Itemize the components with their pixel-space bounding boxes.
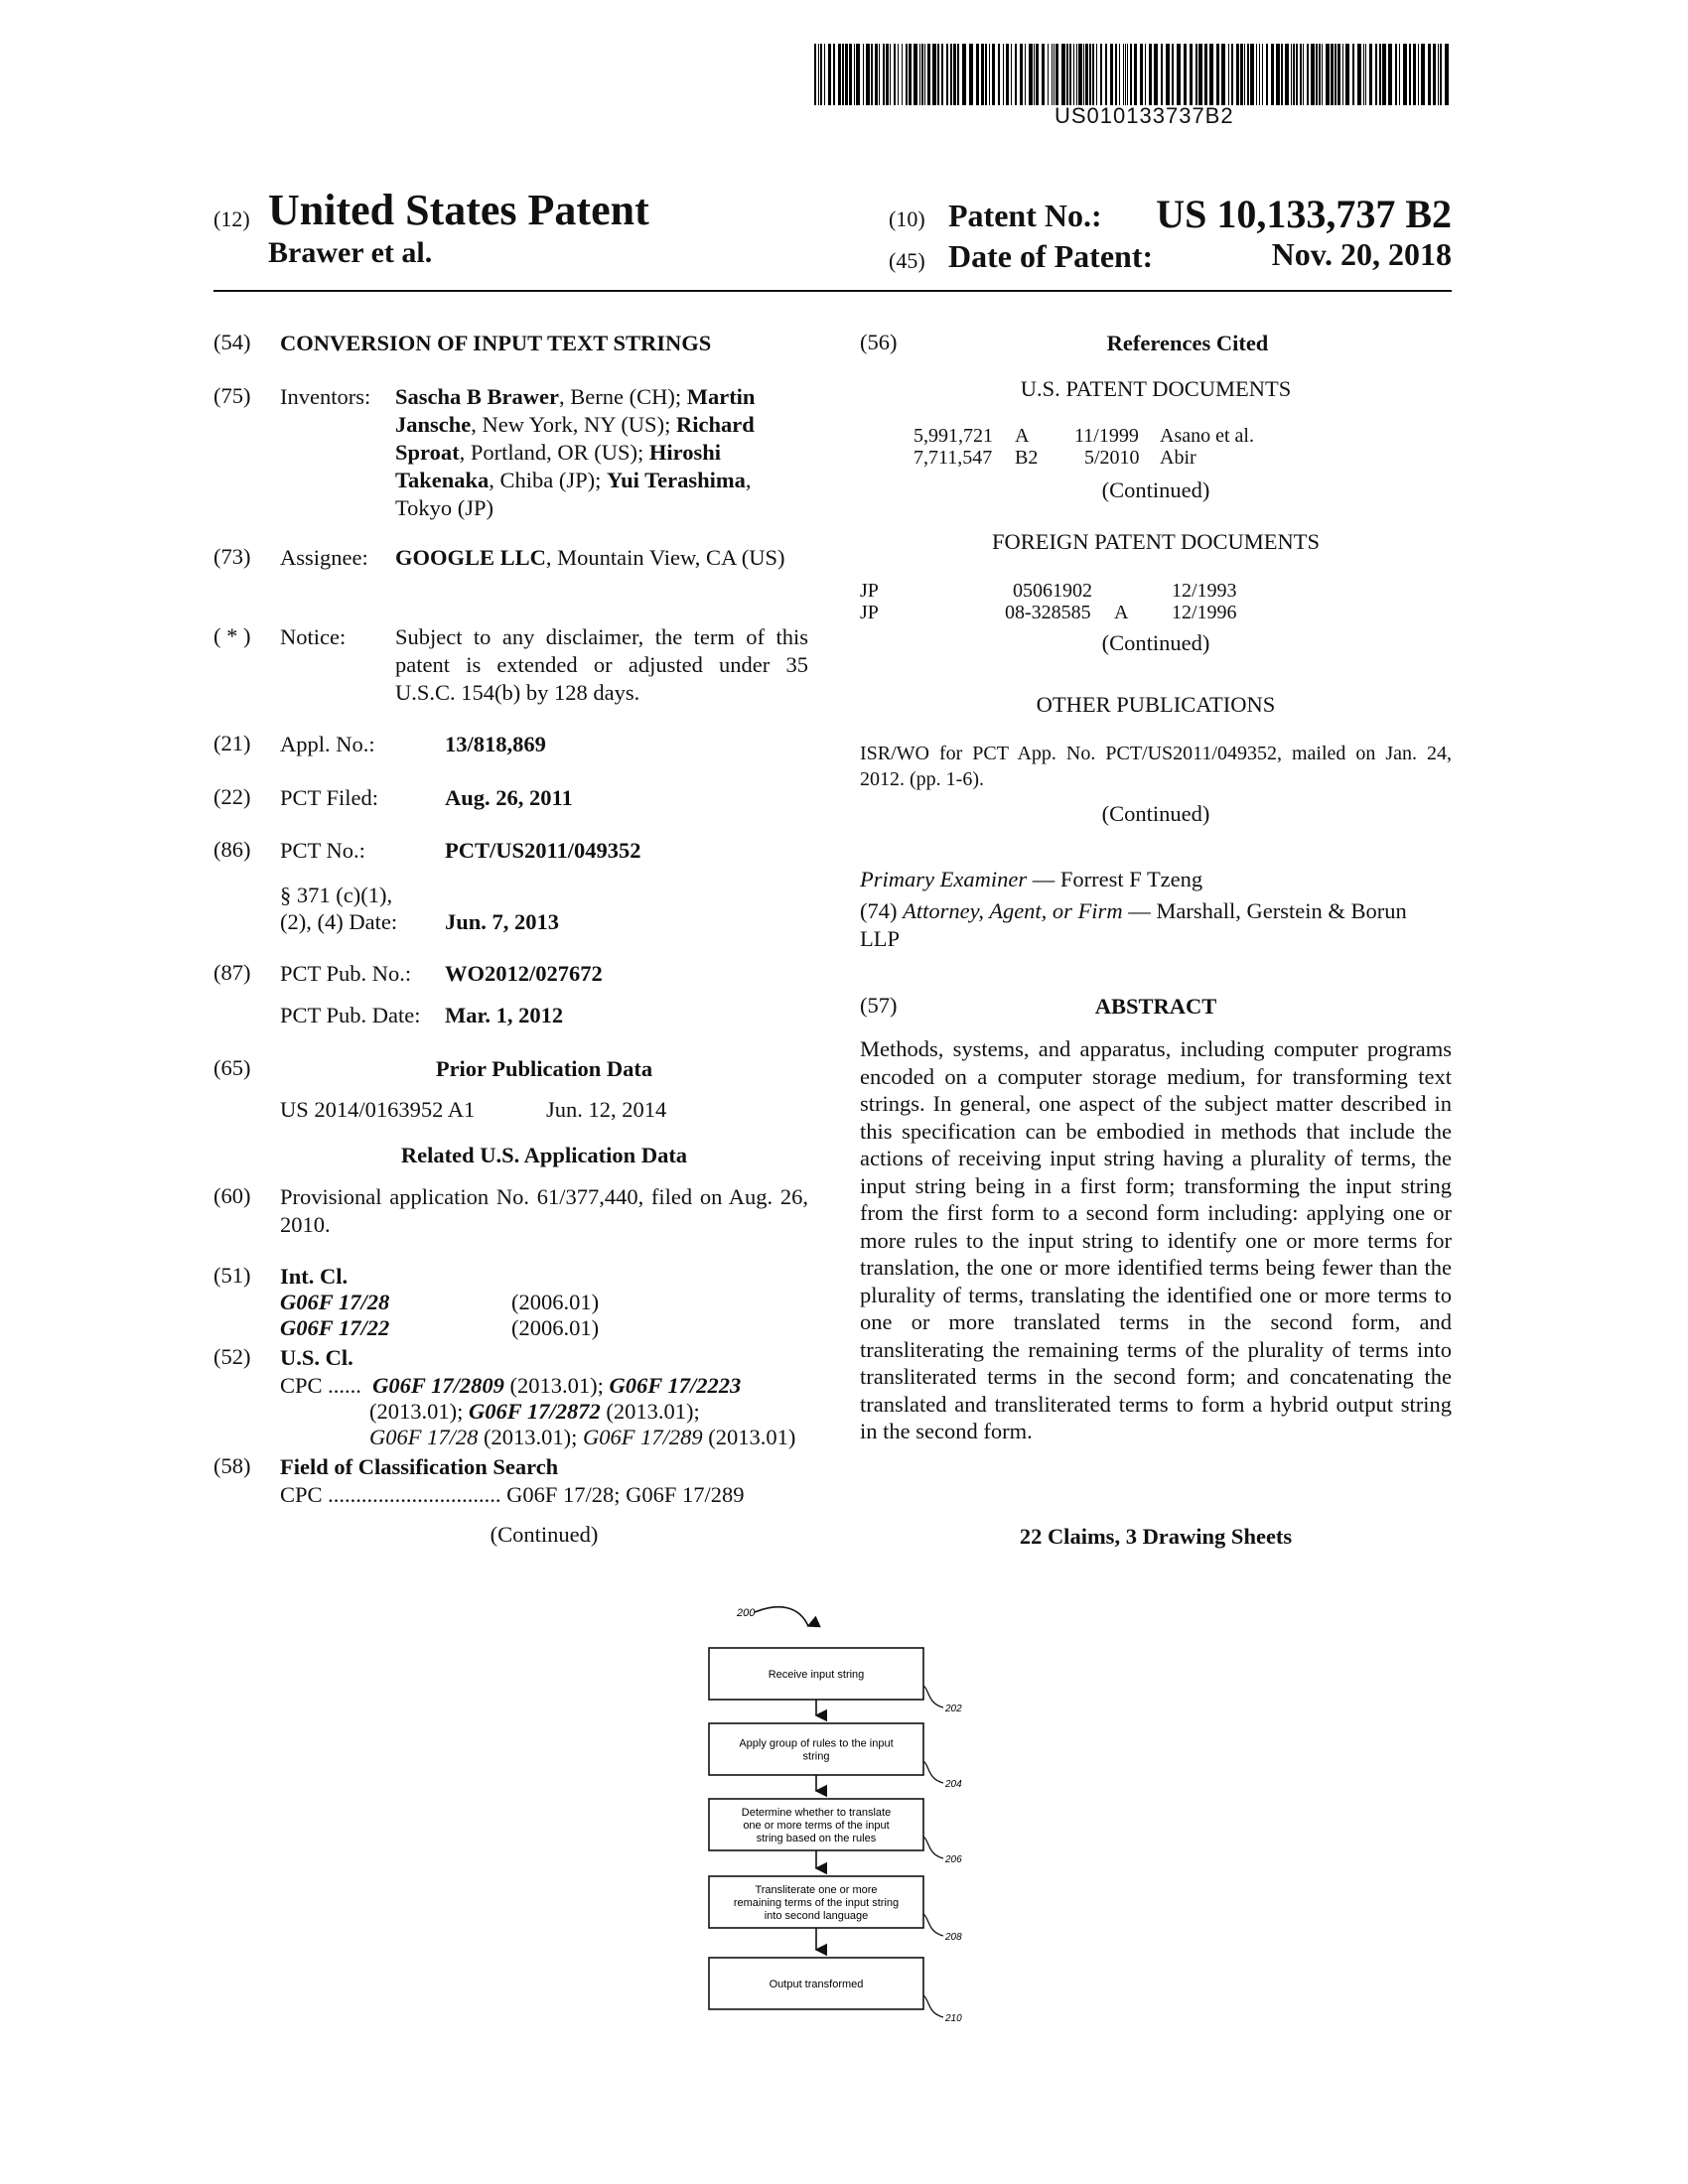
code-87: (87) [213,960,251,985]
code-51: (51) [213,1263,251,1288]
barcode-bar [1172,44,1174,105]
flowchart [596,1596,1013,2053]
barcode-bar [1034,44,1035,105]
barcode-bar [906,44,908,105]
pct-pub-date-label: PCT Pub. Date: [280,1003,421,1027]
code-45: (45) [889,248,925,273]
assignee-label: Assignee: [280,545,368,570]
inventor-name: Hiroshi Takenaka [395,440,721,492]
date-label: Date of Patent: [948,238,1154,274]
inventor-location: , New York, NY (US); [471,412,676,437]
barcode-bar [1089,44,1091,105]
s371-label-2: (2), (4) Date: [280,909,398,934]
flow-step-label: string [802,1750,830,1763]
barcode-bar [1196,44,1197,105]
us-doc-date: 11/1999 [1074,425,1139,447]
other-publications-heading: OTHER PUBLICATIONS [1036,692,1276,717]
pct-pub-date: Mar. 1, 2012 [445,1003,564,1027]
barcode-bar [1076,44,1077,105]
barcode-bar [1204,44,1207,105]
barcode-bar [1177,44,1181,105]
cpc-version: (2013.01); [478,1425,583,1449]
pct-filed-label: PCT Filed: [280,785,378,810]
barcode-bar [1198,44,1202,105]
barcode-bar [1085,44,1088,105]
cpc-code: G06F 17/2872 [469,1399,601,1424]
barcode-bar [989,44,990,105]
pct-pub-no: WO2012/027672 [445,961,603,986]
assignee [395,544,808,572]
code-60: (60) [213,1183,251,1208]
continued-left: (Continued) [490,1522,599,1547]
patent-no-label: Patent No.: [948,198,1102,233]
prior-pub-no: US 2014/0163952 A1 [280,1097,476,1122]
pct-pub-no-label: PCT Pub. No.: [280,961,412,986]
barcode-bar [1078,44,1082,105]
barcode-number: US010133737B2 [1055,103,1234,128]
barcode-bar [1271,44,1274,105]
barcode-bar [842,44,844,105]
barcode-bar [814,44,816,105]
barcode-bar [1291,44,1292,105]
barcode-bar [969,44,973,105]
barcode-bar [886,44,889,105]
barcode [814,44,1452,105]
cpc-code: G06F 17/289 [583,1425,703,1449]
barcode-bar [1399,44,1400,105]
barcode-bar [1036,44,1039,105]
barcode-bar [1092,44,1094,105]
barcode-bar [838,44,841,105]
barcode-bar [894,44,896,105]
barcode-bar [1276,44,1280,105]
barcode-bar [818,44,819,105]
pct-no-label: PCT No.: [280,838,365,863]
cpc-code: G06F 17/28 [369,1425,479,1449]
barcode-bar [953,44,956,105]
barcode-bar [1418,44,1419,105]
flow-step-leader [923,1837,943,1858]
barcode-bar [1166,44,1170,105]
barcode-bar [976,44,979,105]
barcode-bar [1259,44,1260,105]
barcode-bar [998,44,1000,105]
references-cited-heading: References Cited [1106,331,1269,355]
code-75: (75) [213,383,251,408]
authors: Brawer et al. [268,236,433,269]
cpc-version: (2013.01); [600,1399,700,1424]
barcode-bar [1369,44,1372,105]
notice-label: Notice: [280,624,347,649]
barcode-bar [1403,44,1407,105]
foreign-doc-date: 12/1996 [1172,602,1237,623]
barcode-bar [1266,44,1268,105]
barcode-bar [1322,44,1323,105]
us-cl-label: U.S. Cl. [280,1345,353,1370]
field-of-search-label: Field of Classification Search [280,1454,559,1479]
barcode-bar [946,44,948,105]
us-patent-documents-heading: U.S. PATENT DOCUMENTS [1020,376,1292,401]
barcode-bar [1140,44,1143,105]
barcode-bar [875,44,878,105]
barcode-bar [871,44,873,105]
barcode-bar [1069,44,1071,105]
patent-number: US 10,133,737 B2 [1156,192,1452,236]
code-52: (52) [213,1344,251,1369]
continued-foreign-docs: (Continued) [1101,630,1210,655]
barcode-bar [1421,44,1425,105]
barcode-bar [1127,44,1128,105]
foreign-doc-number: 05061902 [1013,580,1092,602]
barcode-bar [1123,44,1124,105]
barcode-bar [941,44,943,105]
barcode-bar [1048,44,1049,105]
cpc-prefix: CPC ...... [280,1373,361,1398]
flow-step-label: Determine whether to translate [741,1807,892,1819]
barcode-bar [924,44,925,105]
barcode-bar [1375,44,1377,105]
barcode-bar [1221,44,1225,105]
us-doc-number: 7,711,547 [914,447,993,469]
barcode-bar [1379,44,1381,105]
inventor-name: Sascha B Brawer [395,384,559,409]
barcode-bar [1342,44,1343,105]
flowchart-start [736,1607,808,1626]
barcode-bar [1256,44,1257,105]
barcode-bar [1061,44,1065,105]
related-heading: Related U.S. Application Data [400,1143,688,1167]
barcode-bar [1326,44,1330,105]
barcode-bar [1363,44,1364,105]
barcode-bar [950,44,952,105]
barcode-bar [981,44,984,105]
barcode-bar [1335,44,1336,105]
barcode-bar [824,44,825,105]
examiner-label: Primary Examiner [860,867,1028,891]
barcode-bar [1244,44,1245,105]
code-74: (74) [860,898,898,923]
foreign-doc-number: 08-328585 [1005,602,1091,623]
barcode-bar [898,44,899,105]
code-58: (58) [213,1453,251,1478]
barcode-bar [883,44,885,105]
code-65: (65) [213,1055,251,1080]
barcode-bar [1438,44,1439,105]
flow-step-label: remaining terms of the input string [733,1897,900,1909]
barcode-bar [1428,44,1431,105]
inventor-location: , Tokyo (JP) [395,468,752,520]
barcode-bar [1020,44,1023,105]
figure-ref-number: 200 [737,1607,756,1619]
barcode-bar [1100,44,1102,105]
flow-step-number: 206 [945,1854,962,1865]
barcode-bar [1357,44,1361,105]
foreign-doc-kind: A [1114,602,1129,623]
barcode-bar [890,44,891,105]
barcode-bar [854,44,855,105]
cpc-line-2 [369,1398,700,1426]
flow-step-number: 210 [945,2013,962,2024]
barcode-bar [1262,44,1263,105]
provisional-application: Provisional application No. 61/377,440, filed on Aug. 26, 2010. [280,1184,808,1237]
other-publication: ISR/WO for PCT App. No. PCT/US2011/049352, mailed on Jan. 24, 2012. (pp. 1-6). [860,743,1452,790]
flow-step-label: one or more terms of the input [743,1820,890,1832]
barcode-bar [1025,44,1026,105]
abstract-text: Methods, systems, and apparatus, including computer programs encoded on a computer storage medium, for transforming text strings. In general, one aspect of the subject matter described in this specification can be embodied in methods that include the actions of receiving input string having a plurality of terms, the input string being in a first form; transforming the input string from the first form to a second form including: applying one or more rules to the input string to identify one or more terms for translation, the one or more identified terms being fewer than the plurality of terms, translating the identified one or more terms to one or more translated terms in the second form, and transliterating the remaining terms of the plurality of terms into transliterated terms in the second form; and concatenating the translated and transliterated terms to form a hybrid output string in the second form. [860,1036,1452,1443]
barcode-bar [1240,44,1243,105]
patent-date: Nov. 20, 2018 [1271,236,1452,272]
barcode-bar [1149,44,1152,105]
barcode-bar [1303,44,1304,105]
prior-pub-date: Jun. 12, 2014 [546,1097,667,1122]
barcode-bar [828,44,831,105]
barcode-bar [921,44,923,105]
barcode-bar [1209,44,1213,105]
inventor-name: Richard Sproat [395,412,755,465]
us-doc-kind: B2 [1015,447,1039,469]
primary-examiner [860,866,1202,893]
s371-label-1: § 371 (c)(1), [280,883,393,907]
barcode-bar [1054,44,1055,105]
assignee-location: , Mountain View, CA (US) [545,545,785,570]
us-doc-kind: A [1015,425,1030,447]
inventor-location: , Chiba (JP); [489,468,607,492]
code-notice: ( * ) [213,623,251,648]
barcode-bar [1307,44,1309,105]
barcode-bar [1161,44,1163,105]
continued-other-pubs: (Continued) [1101,801,1210,826]
barcode-bar [1052,44,1053,105]
barcode-bar [1115,44,1117,105]
barcode-bar [957,44,959,105]
foreign-doc-date: 12/1993 [1172,580,1237,602]
barcode-bar [1445,44,1449,105]
flow-step-leader [923,1686,943,1707]
barcode-bar [919,44,920,105]
barcode-bar [1388,44,1392,105]
barcode-bar [1382,44,1386,105]
invention-title: CONVERSION OF INPUT TEXT STRINGS [280,331,712,355]
flow-step-label: Output transformed [769,1979,864,1990]
barcode-bar [1130,44,1132,105]
cpc-version: (2013.01); [503,1373,610,1398]
attorney-label: Attorney, Agent, or Firm [903,898,1123,923]
flowchart-steps [709,1648,962,2024]
cpc-line-1 [280,1372,741,1400]
us-doc-inventor: Abir [1160,447,1196,469]
continued-us-docs: (Continued) [1101,478,1210,502]
barcode-bar [909,44,912,105]
flow-step-leader [923,1995,943,2017]
barcode-bar [849,44,852,105]
code-86: (86) [213,837,251,862]
barcode-bar [1110,44,1113,105]
barcode-bar [1337,44,1340,105]
barcode-bar [1105,44,1107,105]
abstract-heading: ABSTRACT [1094,994,1217,1019]
barcode-bar [1029,44,1033,105]
appl-no-label: Appl. No.: [280,732,375,756]
cpc-version: (2013.01); [369,1399,469,1424]
barcode-bar [1247,44,1249,105]
barcode-bar [1083,44,1084,105]
barcode-bar [1433,44,1436,105]
barcode-bar [962,44,966,105]
barcode-bar [1345,44,1349,105]
barcode-bar [1055,44,1058,105]
appl-no: 13/818,869 [445,732,546,756]
barcode-bar [1281,44,1283,105]
barcode-bar [1134,44,1137,105]
flow-step-leader [923,1914,943,1936]
barcode-bar [937,44,939,105]
barcode-bar [1413,44,1416,105]
barcode-bar [1003,44,1004,105]
barcode-bar [1409,44,1411,105]
claims-count: 22 Claims, 3 Drawing Sheets [1019,1524,1293,1549]
int-cl-version: (2006.01) [511,1290,600,1314]
cpc-code: G06F 17/2223 [609,1373,742,1398]
barcode-bar [863,44,864,105]
barcode-bar [914,44,917,105]
barcode-bar [1190,44,1193,105]
barcode-bar [833,44,835,105]
barcode-bar [1231,44,1233,105]
us-doc-date: 5/2010 [1084,447,1140,469]
cpc-code: G06F 17/2809 [372,1373,504,1398]
inventor-location: , Portland, OR (US); [459,440,649,465]
code-57: (57) [860,993,898,1018]
pct-no: PCT/US2011/049352 [445,838,641,863]
barcode-bar [902,44,903,105]
barcode-bar [992,44,995,105]
barcode-bar [1395,44,1397,105]
field-of-search-cpc: CPC ............................... G06F 17/28; G06F 17/289 [280,1482,745,1507]
barcode-bar [1154,44,1158,105]
barcode-bar [866,44,870,105]
attorney [860,897,1452,953]
flow-step-label: into second language [764,1910,869,1922]
barcode-bar [1250,44,1254,105]
code-22: (22) [213,784,251,809]
barcode-bar [1073,44,1074,105]
patent-type-title: United States Patent [268,186,649,234]
start-arrow [755,1607,808,1626]
pct-filed-date: Aug. 26, 2011 [445,785,573,810]
barcode-bar [985,44,987,105]
barcode-bar [1096,44,1097,105]
foreign-doc-country: JP [860,602,879,623]
barcode-bar [1352,44,1354,105]
flow-step-number: 202 [945,1704,962,1714]
us-doc-number: 5,991,721 [914,425,993,447]
int-cl-label: Int. Cl. [280,1264,349,1289]
cpc-line-3 [369,1424,795,1451]
flow-step-label: string based on the rules [756,1833,877,1844]
barcode-bar [1319,44,1321,105]
barcode-bar [1316,44,1318,105]
cpc-version: (2013.01) [702,1425,796,1449]
barcode-bar [1293,44,1295,105]
code-21: (21) [213,731,251,755]
barcode-bar [1125,44,1126,105]
barcode-bar [1216,44,1219,105]
flow-step-number: 204 [945,1779,962,1790]
barcode-bar [1015,44,1017,105]
barcode-bar [1296,44,1298,105]
assignee-name: GOOGLE LLC [395,545,546,570]
barcode-bar [1228,44,1229,105]
int-cl-version: (2006.01) [511,1315,600,1340]
barcode-bar [820,44,822,105]
barcode-bar [1365,44,1366,105]
header-rule [213,290,1452,292]
code-12: (12) [213,206,250,231]
s371-date: Jun. 7, 2013 [445,909,560,934]
flow-step-number: 208 [945,1932,962,1943]
barcode-bar [1285,44,1289,105]
barcode-bar [879,44,880,105]
inventor-name: Martin Jansche [395,384,756,437]
code-73: (73) [213,544,251,569]
flow-step-label: Transliterate one or more [755,1884,878,1896]
barcode-bar [845,44,848,105]
barcode-bar [1119,44,1120,105]
barcode-bar [856,44,860,105]
us-doc-inventor: Asano et al. [1160,425,1254,447]
barcode-bar [1300,44,1302,105]
barcode-bar [1066,44,1068,105]
examiner-name: — Forrest F Tzeng [1027,867,1203,891]
notice-text: Subject to any disclaimer, the term of this patent is extended or adjusted under 35 U.S.C. 154(b) by 128 days. [395,624,808,705]
inventors-label: Inventors: [280,384,371,409]
barcode-bar [1331,44,1334,105]
barcode-bar [927,44,930,105]
inventor-location: , Berne (CH); [559,384,687,409]
prior-pub-heading: Prior Publication Data [435,1056,653,1081]
flow-step-label: Receive input string [768,1669,865,1681]
barcode-bar [1145,44,1146,105]
barcode-bar [1236,44,1239,105]
barcode-bar [1006,44,1009,105]
barcode-bar [1440,44,1442,105]
foreign-patent-documents-heading: FOREIGN PATENT DOCUMENTS [991,529,1321,554]
barcode-bar [1311,44,1315,105]
barcode-bar [932,44,936,105]
attorney-name: — Marshall, Gerstein & Borun LLP [860,898,1407,951]
code-54: (54) [213,330,251,354]
code-56: (56) [860,330,898,354]
barcode-bar [1042,44,1045,105]
int-cl-code: G06F 17/28 [280,1290,390,1314]
flow-step-leader [923,1761,943,1783]
inventors-list [395,383,808,522]
int-cl-code: G06F 17/22 [280,1315,390,1340]
code-10: (10) [889,206,925,231]
flow-step-label: Apply group of rules to the input [739,1737,894,1750]
barcode-bar [1184,44,1187,105]
foreign-doc-country: JP [860,580,879,602]
barcode-bar [1011,44,1012,105]
inventor-name: Yui Terashima [606,468,746,492]
